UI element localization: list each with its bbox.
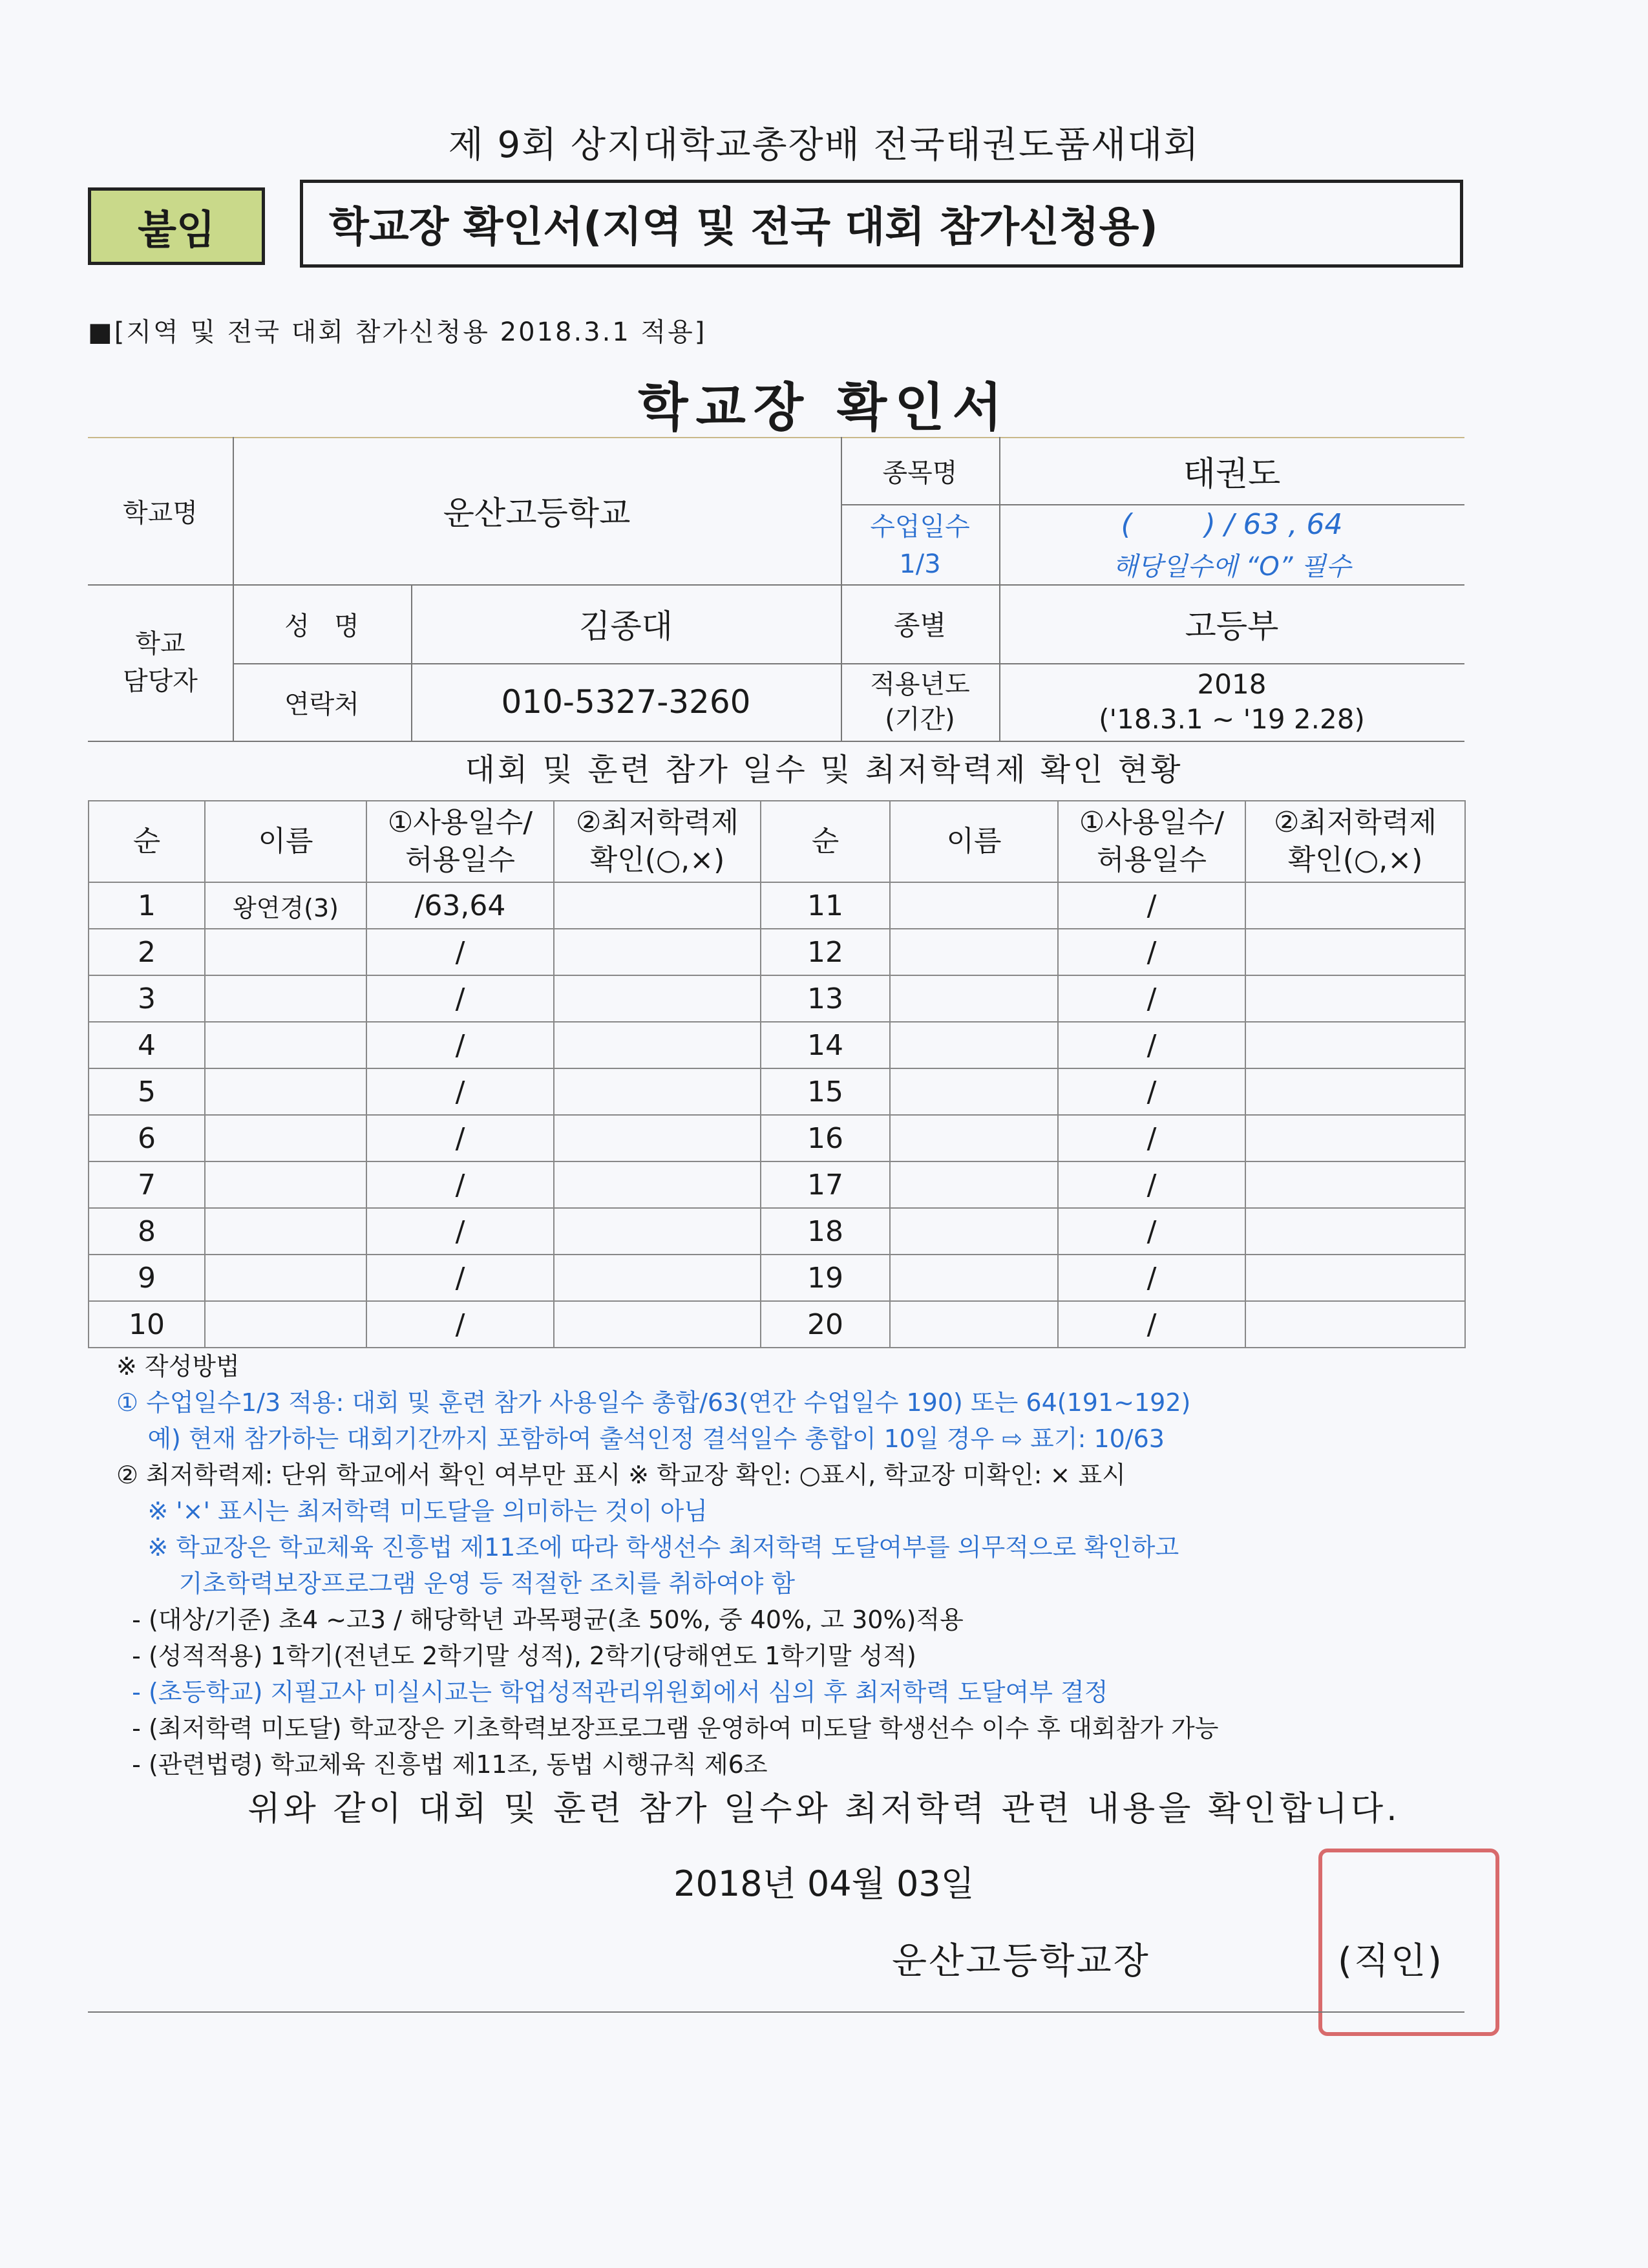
table-row xyxy=(89,929,1465,975)
header-days: ①사용일수/ 허용일수 xyxy=(366,801,554,882)
header-days: ①사용일수/ 허용일수 xyxy=(1058,801,1245,882)
contact: 010-5327-3260 xyxy=(501,683,751,721)
attachment-title: 학교장 확인서(지역 및 전국 대회 참가신청용) xyxy=(300,180,1463,268)
row-name xyxy=(890,1208,1058,1255)
row-days: / xyxy=(1058,882,1245,929)
name-label: 성 명 xyxy=(284,611,359,641)
table-row xyxy=(89,1022,1465,1068)
instruction-line: ※ '×' 표시는 최저학력 미도달을 의미하는 것이 아님 xyxy=(116,1497,708,1525)
row-min-grade xyxy=(1245,1022,1465,1068)
row-min-grade xyxy=(554,1115,761,1161)
header-no: 순 xyxy=(761,801,890,882)
row-name xyxy=(205,1068,366,1115)
table-row xyxy=(89,1161,1465,1208)
year-period xyxy=(999,663,1464,741)
confirmation-statement: 위와 같이 대회 및 훈련 참가 일수와 최저학력 관련 내용을 확인합니다. xyxy=(248,1790,1400,1828)
instructions xyxy=(116,1348,1474,1783)
instruction-line: ① 수업일수1/3 적용: 대회 및 훈련 참가 사용일수 총합/63(연간 수업일수 190) 또는 64(191~192) xyxy=(116,1388,1191,1417)
apply-note: ■[지역 및 전국 대회 참가신청용 2018.3.1 적용] xyxy=(88,317,707,347)
row-min-grade xyxy=(554,975,761,1022)
row-min-grade xyxy=(554,882,761,929)
instruction-line: - (대상/기준) 초4 ~고3 / 해당학년 과목평균(초 50%, 중 40%, 고 30%)적용 xyxy=(116,1606,964,1634)
row-name xyxy=(890,1255,1058,1301)
row-name xyxy=(205,1208,366,1255)
row-days: / xyxy=(1058,1301,1245,1348)
row-min-grade xyxy=(554,929,761,975)
row-no: 17 xyxy=(761,1161,890,1208)
year-label xyxy=(841,663,999,741)
sport: 태권도 xyxy=(1183,454,1281,494)
document-title: 학교장 확인서 xyxy=(638,377,1010,438)
row-days: /63,64 xyxy=(366,882,554,929)
bottom-divider xyxy=(88,2011,1464,2013)
row-name xyxy=(890,882,1058,929)
row-no: 10 xyxy=(89,1301,205,1348)
issue-date: 2018년 04월 03일 xyxy=(673,1863,975,1904)
row-name xyxy=(890,1022,1058,1068)
row-no: 14 xyxy=(761,1022,890,1068)
instructions-heading: ※ 작성방법 xyxy=(116,1352,240,1381)
row-days: / xyxy=(366,1022,554,1068)
instruction-line: ※ 학교장은 학교체육 진흥법 제11조에 따라 학생선수 최저학력 도달여부를 의무적으로 확인하고 xyxy=(116,1533,1179,1562)
row-no: 7 xyxy=(89,1161,205,1208)
row-days: / xyxy=(1058,1255,1245,1301)
row-name xyxy=(205,1022,366,1068)
table-row xyxy=(89,975,1465,1022)
row-no: 9 xyxy=(89,1255,205,1301)
division-label: 종별 xyxy=(893,609,947,641)
class-days-label: 수업일수 xyxy=(870,511,970,542)
row-name xyxy=(890,1115,1058,1161)
row-no: 11 xyxy=(761,882,890,929)
row-no: 1 xyxy=(89,882,205,929)
row-min-grade xyxy=(554,1068,761,1115)
row-min-grade xyxy=(1245,1115,1465,1161)
row-name: 왕연경(3) xyxy=(205,882,366,929)
row-name xyxy=(205,1161,366,1208)
row-days: / xyxy=(366,975,554,1022)
row-days: / xyxy=(366,1301,554,1348)
division: 고등부 xyxy=(1185,608,1279,645)
row-no: 5 xyxy=(89,1068,205,1115)
row-no: 8 xyxy=(89,1208,205,1255)
row-min-grade xyxy=(1245,975,1465,1022)
row-days: / xyxy=(1058,1068,1245,1115)
row-min-grade xyxy=(1245,1301,1465,1348)
instruction-line: - (성적적용) 1학기(전년도 2학기말 성적), 2학기(당해연도 1학기말 성적) xyxy=(116,1642,916,1670)
row-days: / xyxy=(366,1161,554,1208)
table-row xyxy=(89,1068,1465,1115)
header-no: 순 xyxy=(89,801,205,882)
row-min-grade xyxy=(1245,1208,1465,1255)
row-name xyxy=(205,1301,366,1348)
table-row xyxy=(89,1115,1465,1161)
row-no: 6 xyxy=(89,1115,205,1161)
row-name xyxy=(205,1255,366,1301)
row-name xyxy=(205,1115,366,1161)
year-label-line1: 적용년도 xyxy=(870,670,970,699)
header-name: 이름 xyxy=(890,801,1058,882)
row-no: 20 xyxy=(761,1301,890,1348)
row-name xyxy=(890,929,1058,975)
row-name xyxy=(890,1161,1058,1208)
row-no: 15 xyxy=(761,1068,890,1115)
row-min-grade xyxy=(554,1255,761,1301)
row-days: / xyxy=(1058,1161,1245,1208)
row-no: 19 xyxy=(761,1255,890,1301)
row-min-grade xyxy=(554,1208,761,1255)
seal-label: (직인) xyxy=(1338,1940,1444,1982)
row-name xyxy=(205,975,366,1022)
row-no: 12 xyxy=(761,929,890,975)
class-days-value: ( ) / 63 , 64 xyxy=(1121,507,1343,541)
row-days: / xyxy=(1058,1022,1245,1068)
row-days: / xyxy=(1058,975,1245,1022)
row-days: / xyxy=(1058,929,1245,975)
header-min-grade: ②최저학력제 확인(○,×) xyxy=(554,801,761,882)
manager-label xyxy=(88,584,233,741)
row-min-grade xyxy=(554,1161,761,1208)
principal-name: 운산고등학교장 xyxy=(892,1940,1150,1982)
row-no: 3 xyxy=(89,975,205,1022)
row-min-grade xyxy=(1245,1255,1465,1301)
sport-label: 종목명 xyxy=(882,458,958,488)
row-days: / xyxy=(1058,1115,1245,1161)
instruction-line: - (관련법령) 학교체육 진흥법 제11조, 동법 시행규칙 제6조 xyxy=(116,1750,768,1779)
table-row xyxy=(89,1301,1465,1348)
row-name xyxy=(890,1068,1058,1115)
row-no: 4 xyxy=(89,1022,205,1068)
row-min-grade xyxy=(554,1022,761,1068)
attachment-badge: 붙임 xyxy=(88,187,265,265)
manager-label-line2: 담당자 xyxy=(123,666,198,696)
instruction-line: 기초학력보장프로그램 운영 등 적절한 조치를 취하여야 함 xyxy=(116,1569,796,1598)
manager-label-line1: 학교 xyxy=(135,629,185,659)
instruction-line: ② 최저학력제: 단위 학교에서 확인 여부만 표시 ※ 학교장 확인: ○표시, 학교장 미확인: × 표시 xyxy=(116,1461,1126,1489)
class-days-note: 해당일수에 “O” 필수 xyxy=(1112,551,1351,582)
row-days: / xyxy=(366,1255,554,1301)
row-no: 16 xyxy=(761,1115,890,1161)
school-name-label: 학교명 xyxy=(123,498,198,528)
manager-name: 김종대 xyxy=(579,608,673,645)
table-row xyxy=(89,1255,1465,1301)
row-days: / xyxy=(1058,1208,1245,1255)
roster-table xyxy=(88,800,1466,1348)
year-label-line2: (기간) xyxy=(885,705,955,734)
row-days: / xyxy=(366,1115,554,1161)
roster-section-title: 대회 및 훈련 참가 일수 및 최저학력제 확인 현황 xyxy=(465,752,1183,788)
instruction-line: - (초등학교) 지필고사 미실시교는 학업성적관리위원회에서 심의 후 최저학력 도달여부 결정 xyxy=(116,1678,1108,1706)
table-row xyxy=(89,882,1465,929)
row-name xyxy=(890,975,1058,1022)
row-min-grade xyxy=(554,1301,761,1348)
table-row xyxy=(89,1208,1465,1255)
instruction-line: 예) 현재 참가하는 대회기간까지 포함하여 출석인정 결석일수 총합이 10일 경우 ⇨ 표기: 10/63 xyxy=(116,1425,1165,1453)
row-days: / xyxy=(366,1208,554,1255)
school-info-table xyxy=(88,437,1464,742)
roster-header-row xyxy=(89,801,1465,882)
school-name: 운산고등학교 xyxy=(443,494,631,532)
header-name: 이름 xyxy=(205,801,366,882)
contact-label: 연락처 xyxy=(284,689,359,719)
row-days: / xyxy=(366,1068,554,1115)
period: ('18.3.1 ~ '19 2.28) xyxy=(1099,703,1365,735)
row-min-grade xyxy=(1245,882,1465,929)
header-min-grade: ②최저학력제 확인(○,×) xyxy=(1245,801,1465,882)
row-min-grade xyxy=(1245,929,1465,975)
instruction-line: - (최저학력 미도달) 학교장은 기초학력보장프로그램 운영하여 미도달 학생선수 이수 후 대회참가 가능 xyxy=(116,1714,1219,1743)
row-min-grade xyxy=(1245,1068,1465,1115)
row-days: / xyxy=(366,929,554,975)
row-no: 2 xyxy=(89,929,205,975)
year: 2018 xyxy=(1197,668,1267,700)
event-title: 제 9회 상지대학교총장배 전국태권도품새대회 xyxy=(448,124,1200,166)
row-no: 18 xyxy=(761,1208,890,1255)
row-min-grade xyxy=(1245,1161,1465,1208)
class-days-sub: 1/3 xyxy=(899,549,941,579)
row-name xyxy=(890,1301,1058,1348)
row-name xyxy=(205,929,366,975)
row-no: 13 xyxy=(761,975,890,1022)
